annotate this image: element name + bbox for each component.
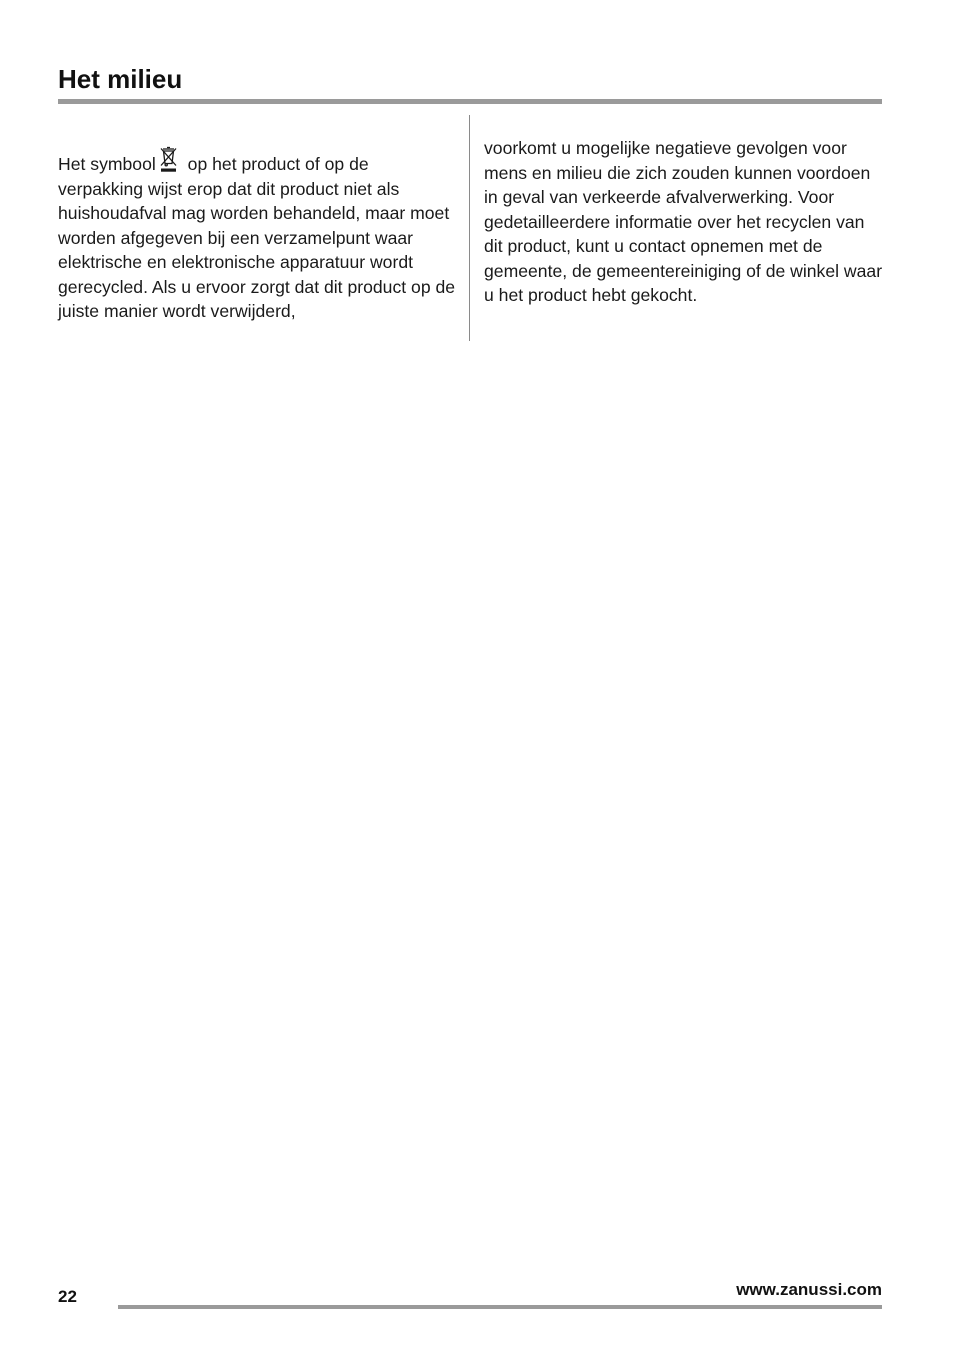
title-rule — [58, 99, 882, 104]
website-url: www.zanussi.com — [736, 1280, 882, 1299]
paragraph-left — [58, 146, 458, 324]
paragraph-left-start: Het symbool — [58, 154, 156, 174]
paragraph-left-rest: op het product of op de verpakking wijst erop dat dit product niet als huishoudafval mag worden behandeld, maar moet worden afgegeven bij een verzamelpunt waar elektrische en elektronische apparatuur wordt gerecycled. Als u ervoor zorgt dat dit product op de juiste manier wordt verwijderd, — [58, 154, 456, 321]
column-divider — [469, 115, 470, 341]
page-number: 22 — [58, 1287, 77, 1306]
text-column-left — [58, 146, 458, 324]
crossed-out-wheelie-bin-icon — [158, 146, 180, 174]
text-column-right — [484, 136, 884, 308]
paragraph-right: voorkomt u mogelijke negatieve gevolgen voor mens en milieu die zich zouden kunnen voordoen in geval van verkeerde afvalverwerking. Voor gedetailleerdere informatie over het recyclen van dit product, kunt u contact opnemen met de gemeente, de gemeentereiniging of de winkel waar u het product hebt gekocht. — [484, 138, 883, 305]
section-title: Het milieu — [58, 64, 183, 94]
footer-rule — [118, 1305, 882, 1309]
